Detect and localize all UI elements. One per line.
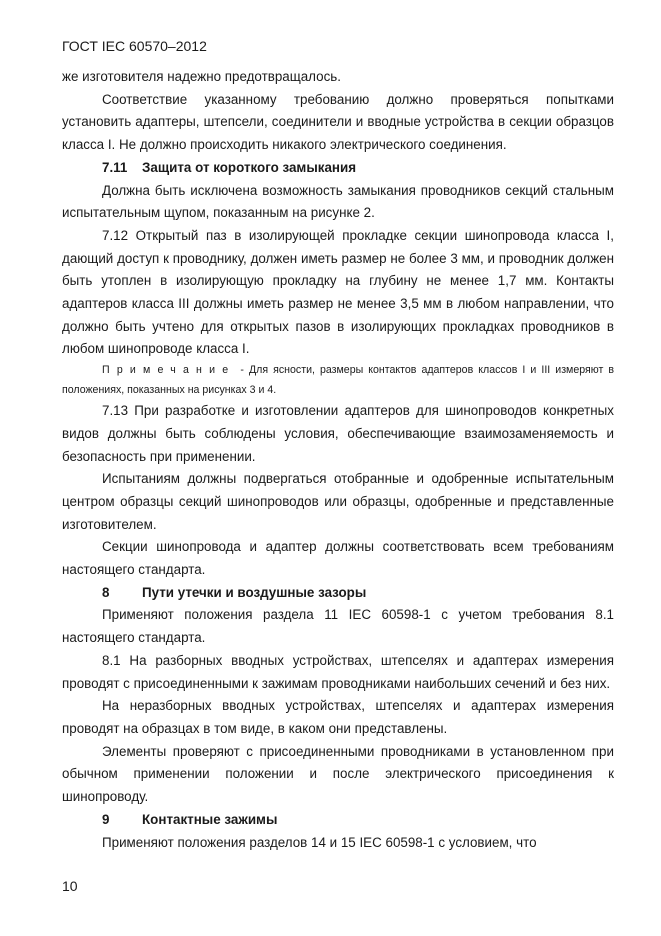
paragraph: Элементы проверяют с присоединенными проводниками в установленном при обычном применении положении и после электрического присоединения к шинопроводу. xyxy=(62,743,614,805)
section-number: 8 xyxy=(102,584,110,600)
paragraph-continuation: же изготовителя надежно предотвращалось. xyxy=(62,69,341,84)
paragraph: На неразборных вводных устройствах, штепселях и адаптерах измерения проводят на образцах в том виде, в каком они представлены. xyxy=(62,698,614,736)
section-title: Защита от короткого замыкания xyxy=(142,159,357,175)
section-number: 7.11 xyxy=(102,159,128,175)
paragraph-8-1: 8.1 На разборных вводных устройствах, штепселях и адаптерах измерения проводят с присоединенными к зажимам проводниками наибольших сечений и без них. xyxy=(62,652,614,691)
page-body xyxy=(62,66,614,854)
section-heading-9 xyxy=(62,809,614,832)
paragraph: Применяют положения раздела 11 IEC 60598-1 с учетом требования 8.1 настоящего стандарта. xyxy=(62,607,614,646)
section-title: Пути утечки и воздушные зазоры xyxy=(142,584,367,600)
paragraph-7-12: 7.12 Открытый паз в изолирующей прокладке секции шинопровода класса I, дающий доступ к проводнику, должен иметь размер не более 3 мм, и проводник должен быть утоплен в изолирующую прокладку на глубину не менее 1,7 мм. Контакты адаптеров класса III должны иметь размер не менее 3,5 мм в любом направлении, что должно быть учтено для открытых пазов в изолирующих прокладках проводников в любом шинопроводе класса I. xyxy=(62,227,614,357)
section-heading-7-11 xyxy=(62,157,614,180)
page-number: 10 xyxy=(62,878,78,894)
paragraph-7-13: 7.13 При разработке и изготовлении адаптеров для шинопроводов конкретных видов должны быть соблюдены условия, обеспечивающие взаимозаменяемость и безопасность при применении. xyxy=(62,403,614,464)
section-heading-8 xyxy=(62,582,614,605)
note-text: - Для ясности, размеры контактов адаптеров классов I и III измеряют в положениях, показанных на рисунках 3 и 4. xyxy=(62,364,614,396)
paragraph: Соответствие указанному требованию должно проверяться попытками установить адаптеры, штепсели, соединители и вводные устройства в секции образцов класса I. Не должно происходить никакого электрического соединения. xyxy=(62,91,614,153)
note-label: Примечание xyxy=(102,364,236,377)
document-header: ГОСТ IEC 60570–2012 xyxy=(62,38,207,54)
note xyxy=(62,361,614,400)
paragraph: Применяют положения разделов 14 и 15 IEC 60598-1 с условием, что xyxy=(102,834,537,850)
section-title: Контактные зажимы xyxy=(142,811,278,827)
paragraph: Должна быть исключена возможность замыкания проводников секций стальным испытательным щупом, показанным на рисунке 2. xyxy=(62,182,614,221)
section-number: 9 xyxy=(102,811,110,827)
paragraph: Секции шинопровода и адаптер должны соответствовать всем требованиям настоящего стандарта. xyxy=(62,539,614,578)
paragraph: Испытаниям должны подвергаться отобранные и одобренные испытательным центром образцы секций шинопроводов или образцы, одобренные и представленные изготовителем. xyxy=(62,471,614,532)
